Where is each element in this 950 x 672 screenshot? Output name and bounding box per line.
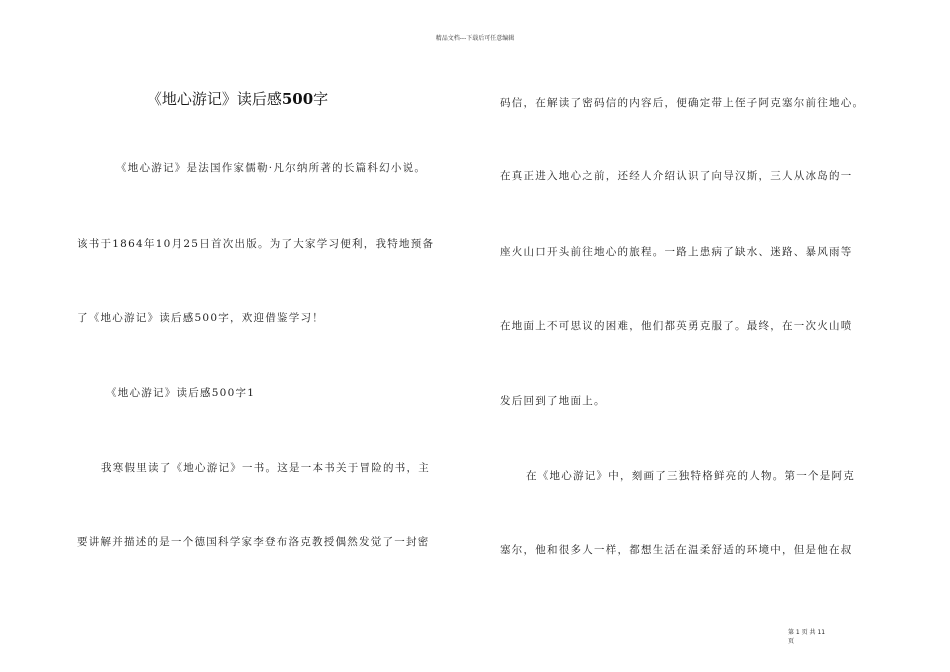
document-title	[0, 88, 475, 109]
paragraph-line: 要讲解并描述的是一个德国科学家李登布洛克教授偶然发觉了一封密	[77, 536, 430, 548]
paragraph-line: 《地心游记》是法国作家儒勒·凡尔纳所著的长篇科幻小说。	[116, 162, 427, 174]
page-number	[788, 628, 848, 646]
paragraph-line: 座火山口开头前往地心的旅程。一路上患病了缺水、迷路、暴风雨等	[500, 246, 853, 258]
paragraph-line: 在《地心游记》中，刻画了三独特格鲜亮的人物。第一个是阿克	[526, 470, 855, 482]
page-header: 精品文档---下载后可任意编辑	[435, 35, 515, 42]
section-heading: 《地心游记》读后感500字1	[106, 387, 256, 399]
paragraph-line: 该书于1864年10月25日首次出版。为了大家学习便利，我特地预备	[77, 238, 435, 250]
paragraph-line: 码信，在解读了密码信的内容后，便确定带上侄子阿克塞尔前往地心。	[500, 97, 865, 109]
paragraph-line: 在地面上不可思议的困难，他们都英勇克服了。最终，在一次火山喷	[500, 320, 853, 332]
paragraph-line: 塞尔，他和很多人一样，都想生活在温柔舒适的环境中，但是他在叔	[500, 544, 853, 556]
paragraph-line: 了《地心游记》读后感500字，欢迎借鉴学习！	[77, 312, 325, 324]
page-number-line: 页	[788, 638, 795, 645]
paragraph-line: 在真正进入地心之前，还经人介绍认识了向导汉斯，三人从冰岛的一	[500, 170, 853, 182]
title-number: 500	[281, 90, 314, 108]
page-number-line: 第 1 页 共 11	[788, 629, 826, 636]
title-prefix: 《地心游记》读后感	[146, 90, 282, 108]
title-suffix: 字	[313, 90, 329, 108]
paragraph-line: 发后回到了地面上。	[500, 395, 606, 407]
paragraph-line: 我寒假里读了《地心游记》一书。这是一本书关于冒险的书，主	[101, 462, 430, 474]
